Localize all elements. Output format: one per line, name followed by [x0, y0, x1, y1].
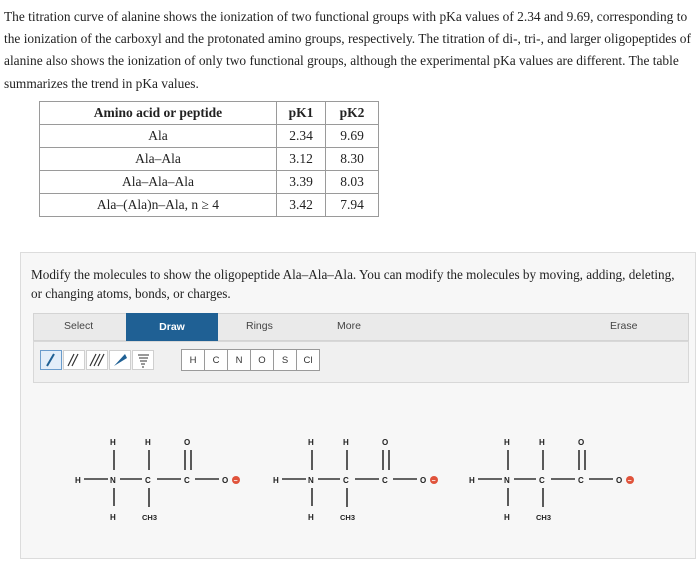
cell-pk1: 2.34: [277, 125, 326, 148]
atom-h[interactable]: H: [145, 438, 151, 447]
header-name: Amino acid or peptide: [40, 102, 277, 125]
cell-name: Ala–Ala: [40, 148, 277, 171]
cell-pk1: 3.39: [277, 171, 326, 194]
atom-o[interactable]: O: [578, 438, 585, 447]
atom-h[interactable]: H: [110, 513, 116, 522]
select-tab[interactable]: Select: [64, 320, 94, 332]
atom-n[interactable]: N: [110, 476, 116, 485]
atom-o[interactable]: O: [420, 476, 427, 485]
atom-h[interactable]: H: [273, 476, 279, 485]
header-pk1: pK1: [277, 102, 326, 125]
atom-h[interactable]: H: [75, 476, 81, 485]
atom-ch3[interactable]: CH3: [340, 513, 356, 522]
cell-pk1: 3.12: [277, 148, 326, 171]
atom-s-button[interactable]: S: [273, 349, 297, 371]
atom-ch3[interactable]: CH3: [536, 513, 552, 522]
header-pk2: pK2: [326, 102, 379, 125]
intro-text: The titration curve of alanine shows the ionization of two functional groups with pKa values of 2.34 and 9.69, corresponding to the ionization of the carboxyl and the protonated amino groups, respectively. The titration of di-, tri-, and larger oligopeptides of alanine also shows the ionization of only two functional groups, although the experimental pKa values are different. The table summarizes the trend in pKa values.: [4, 9, 691, 91]
atom-cl-button[interactable]: Cl: [296, 349, 320, 371]
atom-ch3[interactable]: CH3: [142, 513, 158, 522]
atom-n-button[interactable]: N: [227, 349, 251, 371]
molecule-alanine-3[interactable]: [469, 438, 634, 522]
atom-h[interactable]: H: [343, 438, 349, 447]
rings-tab[interactable]: Rings: [246, 320, 273, 332]
atom-h[interactable]: H: [308, 438, 314, 447]
atom-c[interactable]: C: [184, 476, 190, 485]
atom-n[interactable]: N: [504, 476, 510, 485]
molecule-alanine-2[interactable]: [273, 438, 438, 522]
atom-h[interactable]: H: [504, 513, 510, 522]
draw-tab[interactable]: Draw: [126, 313, 218, 341]
atom-c-button[interactable]: C: [204, 349, 228, 371]
cell-name: Ala–(Ala)n–Ala, n ≥ 4: [40, 194, 277, 217]
charge-sign: −: [233, 478, 238, 485]
erase-button[interactable]: Erase: [610, 320, 638, 332]
atom-o[interactable]: O: [222, 476, 229, 485]
cell-pk2: 7.94: [326, 194, 379, 217]
charge-sign: −: [431, 478, 436, 485]
cell-pk2: 8.30: [326, 148, 379, 171]
atom-h[interactable]: H: [308, 513, 314, 522]
atom-o[interactable]: O: [184, 438, 191, 447]
atom-h[interactable]: H: [469, 476, 475, 485]
atom-c[interactable]: C: [145, 476, 151, 485]
cell-pk2: 9.69: [326, 125, 379, 148]
more-tab[interactable]: More: [337, 320, 361, 332]
atom-h[interactable]: H: [110, 438, 116, 447]
cell-pk2: 8.03: [326, 171, 379, 194]
cell-name: Ala–Ala–Ala: [40, 171, 277, 194]
atom-o[interactable]: O: [382, 438, 389, 447]
atom-c[interactable]: C: [539, 476, 545, 485]
atom-o[interactable]: O: [616, 476, 623, 485]
atom-o-button[interactable]: O: [250, 349, 274, 371]
atom-h[interactable]: H: [504, 438, 510, 447]
atom-c[interactable]: C: [382, 476, 388, 485]
atom-h-button[interactable]: H: [181, 349, 205, 371]
charge-sign: −: [627, 478, 632, 485]
molecule-alanine-1[interactable]: [75, 438, 240, 522]
atom-c[interactable]: C: [578, 476, 584, 485]
task-text: Modify the molecules to show the oligopeptide Ala–Ala–Ala. You can modify the molecules by moving, adding, deleting, or changing atoms, bonds, or charges.: [31, 267, 675, 301]
cell-name: Ala: [40, 125, 277, 148]
atom-h[interactable]: H: [539, 438, 545, 447]
atom-c[interactable]: C: [343, 476, 349, 485]
atom-n[interactable]: N: [308, 476, 314, 485]
cell-pk1: 3.42: [277, 194, 326, 217]
